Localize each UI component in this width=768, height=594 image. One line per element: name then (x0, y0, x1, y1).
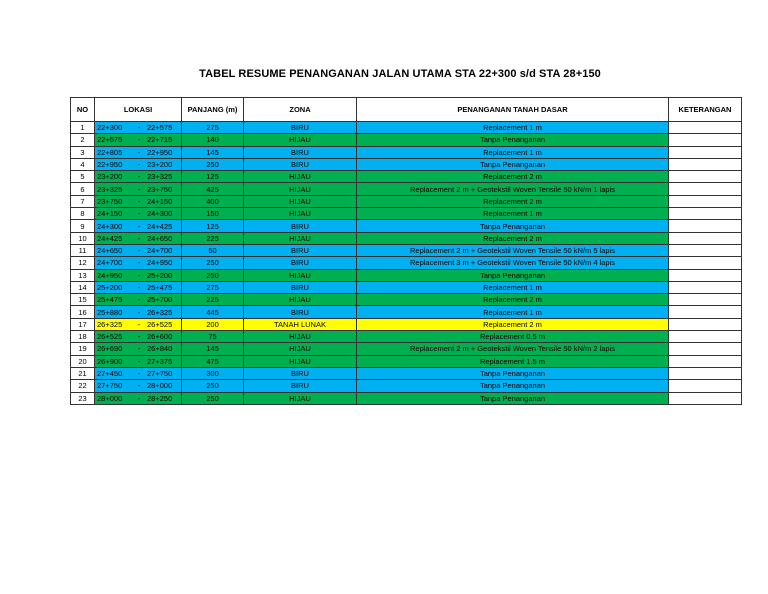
row-panjang: 275 (182, 281, 244, 293)
table-row (71, 281, 742, 293)
lokasi-to: 26+325 (147, 307, 173, 317)
row-number: 9 (71, 220, 95, 232)
row-penanganan: Replacement 2 m + Geotekstil Woven Tensile 50 kN/m 2 lapis (357, 343, 669, 355)
row-lokasi (95, 306, 182, 318)
header-panjang: PANJANG (m) (182, 98, 244, 122)
table-row (71, 355, 742, 367)
row-lokasi (95, 122, 182, 134)
row-zona: HIJAU (244, 195, 357, 207)
row-lokasi (95, 134, 182, 146)
header-penanganan: PENANGANAN TANAH DASAR (357, 98, 669, 122)
lokasi-separator: - (137, 283, 141, 292)
table-row (71, 208, 742, 220)
table-row (71, 269, 742, 281)
table-row (71, 294, 742, 306)
row-panjang: 250 (182, 392, 244, 404)
row-panjang: 125 (182, 171, 244, 183)
row-number: 5 (71, 171, 95, 183)
row-panjang: 225 (182, 294, 244, 306)
lokasi-separator: - (137, 295, 141, 305)
row-zona: BIRU (244, 146, 357, 158)
lokasi-from: 26+325 (97, 319, 123, 329)
row-penanganan: Replacement 2 m + Geotekstil Woven Tensile 50 kN/m 1 lapis (357, 183, 669, 195)
lokasi-to: 24+300 (147, 209, 173, 219)
row-panjang: 445 (182, 306, 244, 318)
row-keterangan (669, 392, 742, 404)
header-row (71, 98, 742, 122)
lokasi-to: 23+200 (147, 160, 173, 170)
row-lokasi (95, 355, 182, 367)
lokasi-separator: - (137, 147, 141, 157)
lokasi-from: 26+900 (97, 356, 123, 366)
row-keterangan (669, 367, 742, 379)
row-keterangan (669, 355, 742, 367)
row-panjang: 150 (182, 208, 244, 220)
row-panjang: 140 (182, 134, 244, 146)
lokasi-to: 24+950 (147, 258, 173, 268)
row-lokasi (95, 146, 182, 158)
row-number: 4 (71, 158, 95, 170)
lokasi-separator: - (137, 184, 141, 194)
row-keterangan (669, 343, 742, 355)
row-keterangan (669, 171, 742, 183)
row-lokasi (95, 380, 182, 392)
row-number: 18 (71, 331, 95, 343)
row-panjang: 275 (182, 122, 244, 134)
lokasi-separator: - (137, 209, 141, 219)
row-penanganan: Tanpa Penanganan (357, 269, 669, 281)
table-row (71, 134, 742, 146)
row-penanganan: Tanpa Penanganan (357, 158, 669, 170)
lokasi-separator: - (137, 246, 141, 256)
row-panjang: 225 (182, 232, 244, 244)
resume-table (70, 97, 742, 405)
row-penanganan: Replacement 1.5 m (357, 355, 669, 367)
lokasi-separator: - (137, 307, 141, 317)
row-zona: BIRU (244, 367, 357, 379)
row-keterangan (669, 281, 742, 293)
table-row (71, 244, 742, 256)
lokasi-separator: - (137, 356, 141, 366)
row-number: 15 (71, 294, 95, 306)
lokasi-from: 27+450 (97, 369, 123, 379)
lokasi-to: 24+650 (147, 233, 173, 243)
row-lokasi (95, 392, 182, 404)
row-number: 11 (71, 244, 95, 256)
row-lokasi (95, 294, 182, 306)
lokasi-to: 28+000 (147, 381, 173, 391)
row-penanganan: Replacement 2 m (357, 171, 669, 183)
lokasi-separator: - (137, 258, 141, 268)
row-panjang: 50 (182, 244, 244, 256)
table-row (71, 367, 742, 379)
row-keterangan (669, 294, 742, 306)
row-penanganan: Replacement 2 m (357, 232, 669, 244)
row-number: 19 (71, 343, 95, 355)
row-panjang: 300 (182, 367, 244, 379)
row-number: 21 (71, 367, 95, 379)
lokasi-separator: - (137, 135, 141, 145)
table-row (71, 306, 742, 318)
header-keterangan: KETERANGAN (669, 98, 742, 122)
row-keterangan (669, 195, 742, 207)
lokasi-to: 25+200 (147, 270, 173, 280)
row-zona: HIJAU (244, 343, 357, 355)
row-penanganan: Replacement 1 m (357, 281, 669, 293)
table-row (71, 318, 742, 330)
lokasi-separator: - (137, 172, 141, 182)
row-panjang: 250 (182, 257, 244, 269)
lokasi-to: 26+840 (147, 344, 173, 354)
row-keterangan (669, 146, 742, 158)
table-row (71, 195, 742, 207)
row-panjang: 125 (182, 220, 244, 232)
row-penanganan: Tanpa Penanganan (357, 380, 669, 392)
row-number: 7 (71, 195, 95, 207)
row-number: 17 (71, 318, 95, 330)
table-row (71, 171, 742, 183)
row-number: 22 (71, 380, 95, 392)
row-keterangan (669, 232, 742, 244)
row-panjang: 400 (182, 195, 244, 207)
row-penanganan: Replacement 2 m (357, 294, 669, 306)
lokasi-from: 24+150 (97, 209, 123, 219)
lokasi-separator: - (137, 123, 141, 133)
header-zona: ZONA (244, 98, 357, 122)
row-penanganan: Tanpa Penanganan (357, 220, 669, 232)
row-lokasi (95, 183, 182, 195)
table-row (71, 146, 742, 158)
lokasi-separator: - (137, 332, 141, 342)
lokasi-from: 24+650 (97, 246, 123, 256)
lokasi-separator: - (137, 369, 141, 379)
row-panjang: 250 (182, 158, 244, 170)
row-zona: BIRU (244, 281, 357, 293)
lokasi-from: 23+200 (97, 172, 123, 182)
row-zona: BIRU (244, 122, 357, 134)
table-row (71, 122, 742, 134)
table-row (71, 343, 742, 355)
row-number: 13 (71, 269, 95, 281)
row-panjang: 200 (182, 318, 244, 330)
lokasi-to: 23+750 (147, 184, 173, 194)
lokasi-to: 24+425 (147, 221, 173, 231)
row-number: 16 (71, 306, 95, 318)
lokasi-from: 23+750 (97, 196, 123, 206)
lokasi-separator: - (137, 381, 141, 391)
row-penanganan: Replacement 1 m (357, 146, 669, 158)
row-zona: HIJAU (244, 208, 357, 220)
row-number: 14 (71, 281, 95, 293)
row-penanganan: Replacement 1 m (357, 306, 669, 318)
row-lokasi (95, 208, 182, 220)
lokasi-separator: - (137, 196, 141, 206)
row-keterangan (669, 220, 742, 232)
row-panjang: 425 (182, 183, 244, 195)
row-zona: HIJAU (244, 294, 357, 306)
lokasi-separator: - (137, 270, 141, 280)
lokasi-from: 22+300 (97, 123, 123, 133)
row-penanganan: Replacement 2 m + Geotekstil Woven Tensile 50 kN/m 5 lapis (357, 244, 669, 256)
header-no: NO (71, 98, 95, 122)
lokasi-from: 22+805 (97, 147, 123, 157)
lokasi-separator: - (137, 344, 141, 354)
row-panjang: 145 (182, 146, 244, 158)
row-penanganan: Replacement 2 m (357, 195, 669, 207)
row-number: 23 (71, 392, 95, 404)
table-row (71, 392, 742, 404)
lokasi-to: 22+575 (147, 123, 173, 133)
row-zona: HIJAU (244, 392, 357, 404)
lokasi-separator: - (137, 221, 141, 231)
lokasi-from: 22+575 (97, 135, 123, 145)
lokasi-to: 25+475 (147, 283, 173, 292)
row-penanganan: Replacement 3 m + Geotekstil Woven Tensile 50 kN/m 4 lapis (357, 257, 669, 269)
lokasi-to: 26+600 (147, 332, 173, 342)
row-zona: HIJAU (244, 134, 357, 146)
row-keterangan (669, 134, 742, 146)
row-zona: BIRU (244, 257, 357, 269)
lokasi-to: 27+375 (147, 356, 173, 366)
lokasi-separator: - (137, 393, 141, 403)
lokasi-from: 24+300 (97, 221, 123, 231)
lokasi-to: 25+700 (147, 295, 173, 305)
row-keterangan (669, 158, 742, 170)
row-zona: BIRU (244, 244, 357, 256)
row-number: 3 (71, 146, 95, 158)
row-panjang: 75 (182, 331, 244, 343)
row-keterangan (669, 244, 742, 256)
table-row (71, 380, 742, 392)
row-zona: HIJAU (244, 331, 357, 343)
row-keterangan (669, 331, 742, 343)
row-zona: BIRU (244, 158, 357, 170)
lokasi-from: 26+525 (97, 332, 123, 342)
table-row (71, 183, 742, 195)
lokasi-to: 27+750 (147, 369, 173, 379)
row-zona: HIJAU (244, 355, 357, 367)
page-title: TABEL RESUME PENANGANAN JALAN UTAMA STA 22+300 s/d STA 28+150 (199, 68, 601, 80)
row-lokasi (95, 195, 182, 207)
row-keterangan (669, 318, 742, 330)
lokasi-from: 24+950 (97, 270, 123, 280)
row-lokasi (95, 158, 182, 170)
row-zona: BIRU (244, 220, 357, 232)
row-lokasi (95, 281, 182, 293)
row-number: 1 (71, 122, 95, 134)
row-keterangan (669, 306, 742, 318)
lokasi-from: 24+425 (97, 233, 123, 243)
row-penanganan: Replacement 1 m (357, 122, 669, 134)
row-lokasi (95, 269, 182, 281)
row-keterangan (669, 257, 742, 269)
row-number: 2 (71, 134, 95, 146)
row-lokasi (95, 257, 182, 269)
row-keterangan (669, 122, 742, 134)
lokasi-from: 25+475 (97, 295, 123, 305)
table-row (71, 232, 742, 244)
row-lokasi (95, 232, 182, 244)
lokasi-to: 22+950 (147, 147, 173, 157)
lokasi-from: 27+750 (97, 381, 123, 391)
lokasi-separator: - (137, 160, 141, 170)
header-lokasi: LOKASI (95, 98, 182, 122)
row-keterangan (669, 269, 742, 281)
lokasi-to: 23+325 (147, 172, 173, 182)
lokasi-from: 25+880 (97, 307, 123, 317)
lokasi-from: 26+690 (97, 344, 123, 354)
row-penanganan: Tanpa Penanganan (357, 367, 669, 379)
row-zona: HIJAU (244, 232, 357, 244)
table-row (71, 158, 742, 170)
lokasi-to: 24+150 (147, 196, 173, 206)
row-lokasi (95, 220, 182, 232)
row-number: 20 (71, 355, 95, 367)
lokasi-to: 24+700 (147, 246, 173, 256)
lokasi-from: 24+700 (97, 258, 123, 268)
row-zona: TANAH LUNAK (244, 318, 357, 330)
row-lokasi (95, 244, 182, 256)
row-zona: HIJAU (244, 269, 357, 281)
lokasi-to: 28+250 (147, 393, 173, 403)
row-keterangan (669, 183, 742, 195)
lokasi-from: 28+000 (97, 393, 123, 403)
row-keterangan (669, 380, 742, 392)
lokasi-to: 22+715 (147, 135, 173, 145)
lokasi-separator: - (137, 319, 141, 329)
lokasi-separator: - (137, 233, 141, 243)
row-panjang: 145 (182, 343, 244, 355)
row-penanganan: Tanpa Penanganan (357, 392, 669, 404)
lokasi-from: 25+200 (97, 283, 123, 292)
lokasi-from: 23+325 (97, 184, 123, 194)
row-number: 8 (71, 208, 95, 220)
row-lokasi (95, 331, 182, 343)
row-lokasi (95, 171, 182, 183)
row-penanganan: Replacement 0.5 m (357, 331, 669, 343)
row-zona: HIJAU (244, 183, 357, 195)
row-penanganan: Replacement 2 m (357, 318, 669, 330)
row-panjang: 250 (182, 269, 244, 281)
row-keterangan (669, 208, 742, 220)
row-lokasi (95, 318, 182, 330)
row-number: 12 (71, 257, 95, 269)
row-lokasi (95, 343, 182, 355)
row-panjang: 250 (182, 380, 244, 392)
row-penanganan: Tanpa Penanganan (357, 134, 669, 146)
row-zona: BIRU (244, 306, 357, 318)
row-penanganan: Replacement 1 m (357, 208, 669, 220)
row-lokasi (95, 367, 182, 379)
lokasi-to: 26+525 (147, 319, 173, 329)
table-row (71, 331, 742, 343)
row-number: 10 (71, 232, 95, 244)
row-zona: BIRU (244, 380, 357, 392)
row-number: 6 (71, 183, 95, 195)
row-panjang: 475 (182, 355, 244, 367)
lokasi-from: 22+950 (97, 160, 123, 170)
row-zona: HIJAU (244, 171, 357, 183)
table-row (71, 220, 742, 232)
table-row (71, 257, 742, 269)
